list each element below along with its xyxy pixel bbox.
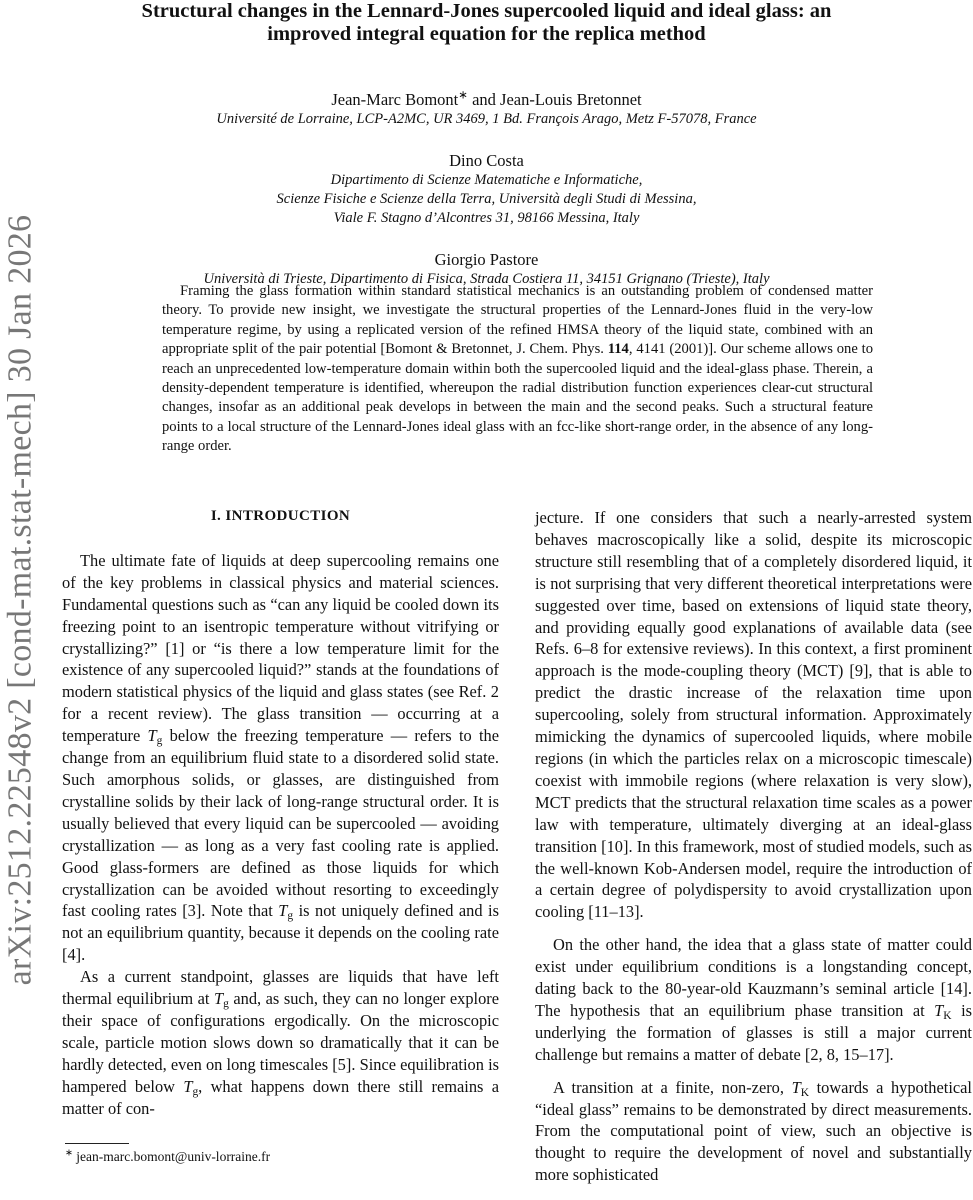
intro-paragraph-2: As a current standpoint, glasses are liquids that have left thermal equilibrium at $T_g$ and, as such, they can no longer explore their space of configurations ergodically. On the microscopic scale, particle motion slows down so dramatically that it can be hardly detected, even on long timescales [5]. Since equilibration is hampered below $T_g$, what happens down there still remains a matter of con-: [62, 967, 499, 1118]
author-line-2: Dino Costa: [449, 151, 524, 170]
arxiv-sidebar-stamp: [0, 205, 40, 995]
footnote: [65, 1149, 270, 1165]
affiliation-2-line-3: Viale F. Stagno d’Alcontres 31, 98166 Messina, Italy: [333, 210, 640, 226]
intro-paragraph-3: On the other hand, the idea that a glass state of matter could exist under equilibrium conditions is a longstanding concept, dating back to the 80-year-old Kauzmann’s seminal article [14]. The hypothesis that an equilibrium phase transition at $T_K$ is underlying the formation of glasses is still a major current challenge but remains a matter of debate [2, 8, 15–17].: [535, 935, 973, 1064]
affiliation-2-line-2: Scienze Fisiche e Scienze della Terra, Università degli Studi di Messina,: [276, 191, 697, 207]
left-column: [62, 504, 499, 1119]
intro-paragraph-4: A transition at a finite, non-zero, $T_K$ towards a hypothetical “ideal glass” remains to be demonstrated by direct measurements. From the computational point of view, such an objective is thought to require the development of novel and substantially more sophisticated: [535, 1077, 972, 1185]
affiliation-1: Université de Lorraine, LCP-A2MC, UR 3469, 1 Bd. François Arago, Metz F-57078, France: [216, 111, 757, 127]
intro-paragraph-continued: jecture. If one considers that such a nearly-arrested system behaves macroscopically like a solid, despite its microscopic structure still resembling that of a completely disordered liquid, it is not surprising that very different theoretical interpretations were suggested over time, based on extensions of liquid state theory, and providing equally good explanations of available data (see Refs. 6–8 for extensive reviews). In this context, a first prominent approach is the mode-coupling theory (MCT) [9], that is able to predict the drastic increase of the relaxation time upon supercooling, solely from structural information. Approximately mimicking the dynamics of supercooled liquids, where mobile regions (in which the particles relax on a microscopic timescale) coexist with immobile regions (where relaxation is very slow), MCT predicts that the structural relaxation time scales as a power law with temperature, ultimately diverging at an ideal-glass transition [10]. In this framework, most of studied models, such as the well-known Kob-Andersen model, require the introduction of a certain degree of polydispersity to avoid crystallization upon cooling [11–13].: [535, 508, 972, 922]
paper-header: [60, 0, 913, 289]
affiliation-3: Università di Trieste, Dipartimento di Fisica, Strada Costiera 11, 34151 Grignano (Trieste), Italy: [203, 271, 770, 287]
footnote-mark: ∗: [65, 1148, 73, 1159]
title-line-1: Structural changes in the Lennard-Jones supercooled liquid and ideal glass: an: [141, 0, 832, 22]
title-line-2: improved integral equation for the replica method: [267, 23, 706, 45]
abstract-volume: 114: [607, 341, 629, 358]
author-line-3: Giorgio Pastore: [434, 250, 539, 269]
author-footnote-mark: ∗: [458, 89, 468, 102]
paper-title: [60, 0, 913, 46]
affiliation-2-line-1: Dipartimento di Scienze Matematiche e Informatiche,: [330, 172, 643, 188]
section-heading-introduction: I. INTRODUCTION: [210, 508, 351, 524]
abstract: Framing the glass formation within standard statistical mechanics is an outstanding problem of condensed matter theory. To provide new insight, we investigate the structural properties of the Lennard-Jones fluid in the very-low temperature regime, by using a replicated version of the refined HMSA theory of the liquid state, combined with an appropriate split of the pair potential [Bomont & Bretonnet, J. Chem. Phys. 114, 4141 (2001)]. Our scheme allows one to reach an unprecedented low-temperature domain within both the supercooled liquid and the ideal-glass phase. Therein, a density-dependent temperature is identified, whereupon the radial distribution function experiences clear-cut structural changes, insofar as an additional peak develops in between the main and the second peaks. Such a structural feature points to a local structure of the Lennard-Jones ideal glass with an fcc-like short-range order, in the absence of any long-range order.: [162, 283, 873, 455]
footnote-email[interactable]: jean-marc.bomont@univ-lorraine.fr: [76, 1149, 271, 1164]
arxiv-identifier: arXiv:2512.22548v2 [cond-mat.stat-mech] 30 Jan 2026: [1, 214, 38, 986]
footnote-rule: [65, 1143, 129, 1144]
right-column: [535, 507, 972, 1186]
intro-paragraph-1: The ultimate fate of liquids at deep supercooling remains one of the key problems in classical physics and material sciences. Fundamental questions such as “can any liquid be cooled down its freezing point to an isentropic temperature without vitrifying or crystallizing?” [1] or “is there a low temperature limit for the existence of any supercooled liquid?” stands at the foundations of modern statistical physics of the liquid and glass states (see Ref. 2 for a recent review). The glass transition — occurring at a temperature $T_g$ below the freezing temperature — refers to the change from an equilibrium fluid state to a disordered solid state. Such amorphous solids, or glasses, are distinguished from crystalline solids by their lack of long-range structural order. It is usually believed that every liquid can be supercooled — avoiding crystallization — as long as a very fast cooling rate is applied. Good glass-formers are defined as those liquids for which crystallization can be avoided without resorting to exceedingly fast cooling rates [3]. Note that $T_g$ is not uniquely defined and is not an equilibrium quantity, because it depends on the cooling rate [4].: [62, 550, 499, 965]
author-line-1: Jean-Marc Bomont∗ and Jean-Louis Bretonnet: [331, 89, 642, 109]
